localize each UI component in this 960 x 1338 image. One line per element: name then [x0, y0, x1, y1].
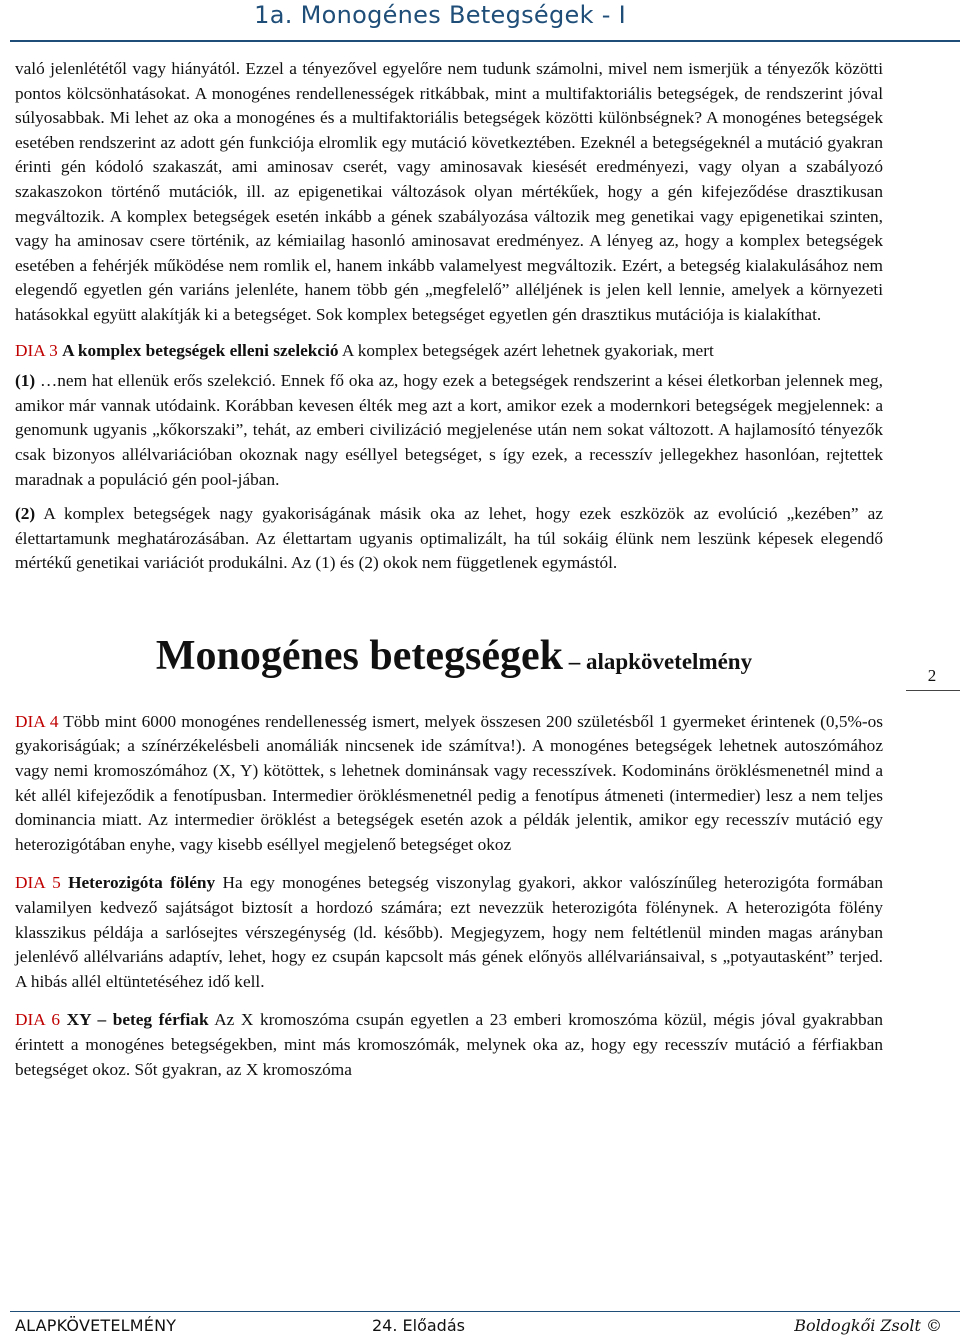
paragraph-dia3	[15, 339, 883, 364]
paragraph-text: Ha egy monogénes betegség viszonylag gyakori, akkor valószínűleg heterozigóta formában valamilyen kedvező sajátságot biztosít a hordozó számára; ezt nevezzük heterozigóta fölénynek. A heterozigóta fölény klasszikus példája a sarlósejtes vérszegénység (ld. később). Megjegyzem, hogy nem feltétlenül minden magas arányban jelenlévő allélvariáns adaptív, lehet, hogy ez csupán kapcsolt más gének előnyös allélvariánsaival, s „potyautasként” terjed. A hibás allél eltüntetéséhez idő kell.	[15, 873, 883, 991]
paragraph-dia5	[15, 871, 883, 994]
paragraph-intro-text: való jelenlététől vagy hiányától. Ezzel a tényezővel egyelőre nem tudunk számolni, mivel nem ismerjük a tényezők közötti pontos kölcsönhatásokat. A monogénes rendellenességek ritkábbak, mint a multifaktoriális betegségek, de rendszerint jóval súlyosabbak. Mi lehet az oka a monogénes és a multifaktoriális betegségek közötti különbségnek? A monogénes betegségek esetében rendszerint az adott gén funkciója elromlik egy mutáció következtében. Ezeknél a betegségeknél a mutáció gyakran érinti gén kódoló szakaszát, ami aminosav cserét, vagy aminosavak kiesését eredményezi, vagy olyan a szabályozó szakaszokon történő mutációk, ill. az epigenetikai változások olyan mértékűek, hogy a gén kifejeződése drasztikusan megváltozik. A komplex betegségek esetén inkább a gének szabályozása változik meg genetikai vagy epigenetikai szinten, vagy ha aminosav csere történik, az kémiailag hasonló aminosavat eredményez. A lényeg az, hogy a komplex betegségek esetében a fehérjék működése nem romlik el, hanem inkább valamelyest megváltozik. Ezért, a betegség kialakulásához nem elegendő egyetlen gén variáns jelenléte, hanem több gén „megfelelő” alléljének is jelen kell lennie, amelyek a környezeti hatásokkal együtt alakítják ki a betegséget. Sok komplex betegséget egyetlen gén drasztikus mutációja is kialakíthat.	[15, 59, 883, 324]
paragraph-text: …nem hat ellenük erős szelekció. Ennek fő oka az, hogy ezek a betegségek rendszerint a kései életkorban jelennek meg, amikor már vannak utódaink. Korábban kevesen élték meg azt a kort, amikor ezek a modernkori betegségek megjelennek: a genomunk ugyanis „kőkorszaki”, tehát, az emberi civilizáció megjelenése után nem sokat változott. A hajlamosító tényezők csak bizonyos allélvariációban okoznak nagy eséllyel betegséget, s így ezek, a recesszív jellegekhez hasonlóan, rejtettek maradnak a populáció gén pool-jában.	[15, 371, 883, 489]
section-heading: Heterozigóta fölény	[68, 873, 216, 893]
section-heading: XY – beteg férfiak	[66, 1010, 209, 1030]
section-title-sub: – alapkövetelmény	[563, 648, 753, 674]
section-title-main: Monogénes betegségek	[155, 632, 563, 679]
paragraph-dia6	[15, 1008, 883, 1082]
paragraph-dia4	[15, 710, 883, 858]
section-title	[25, 631, 883, 690]
dia-label: DIA 5	[15, 873, 61, 893]
paragraph-text: A komplex betegségek nagy gyakoriságának másik oka az lehet, hogy ezek eszközök az evolúció „kezében” az élettartamunk meghatározásában. Az élettartam ugyanis optimalizált, ha túl sokáig élünk nem leszünk képesek elegendő mértékű genetikai variációt produkálni. Az (1) és (2) okok nem függetlenek egymástól.	[15, 504, 883, 573]
paragraph-reason-2	[15, 502, 883, 576]
header-rule	[10, 40, 960, 42]
footer-left-text: ALAPKÖVETELMÉNY	[15, 1316, 177, 1335]
paragraph-reason-1	[15, 369, 883, 492]
paragraph-text: Több mint 6000 monogénes rendellenesség ismert, melyek összesen 200 születésből 1 gyermeket érintenek (0,5%-os gyakoriságúak; a színérzékelésbeli anomáliák nincsenek ide számítva!). A monogénes betegségek lehetnek autoszómához vagy nemi kromoszómához (X, Y) kötöttek, s lehetnek dominánsak vagy recesszívek. Kodomináns öröklésmenetnél mind a két allél kifejeződik a fenotípusban. Intermedier öröklésmenetnél pedig a fenotípus átmeneti (intermedier) lesz a nem teljes dominancia miatt. Az intermedier öröklést a betegségek esetén azok a példák jelentik, amikor egy recesszív mutáció egy heterozigótában enyhe, vagy kisebb eséllyel megjelenő betegséget okoz	[15, 711, 883, 854]
page-number: 2	[927, 666, 937, 685]
document-body	[15, 57, 883, 1082]
paragraph-intro	[15, 57, 883, 328]
header-title: 1a. Monogénes Betegségek - I	[254, 1, 626, 29]
footer-lecture: 24. Előadás	[372, 1316, 465, 1335]
paragraph-text: Az X kromoszóma csupán egyetlen a 23 emberi kromoszóma közül, mégis jóval gyakrabban érintett a monogénes betegségekben, mint más kromoszómák, melynek oka az, hogy egy recesszív mutáció a férfiakban betegséget okoz. Sőt gyakran, az X kromoszóma	[15, 1010, 883, 1079]
page-number-rule	[906, 690, 960, 691]
footer-author: Boldogkői Zsolt ©	[794, 1316, 942, 1335]
paragraph-text: A komplex betegségek azért lehetnek gyakoriak, mert	[338, 340, 714, 360]
dia-label: DIA 4	[15, 711, 59, 731]
footer-rule	[10, 1311, 960, 1312]
section-heading: A komplex betegségek elleni szelekció	[62, 340, 339, 360]
dia-label: DIA 3	[15, 340, 58, 360]
list-number: (1)	[15, 371, 36, 391]
list-number: (2)	[15, 504, 36, 524]
dia-label: DIA 6	[15, 1010, 60, 1030]
page-footer	[0, 1304, 960, 1338]
page-header	[0, 0, 960, 44]
